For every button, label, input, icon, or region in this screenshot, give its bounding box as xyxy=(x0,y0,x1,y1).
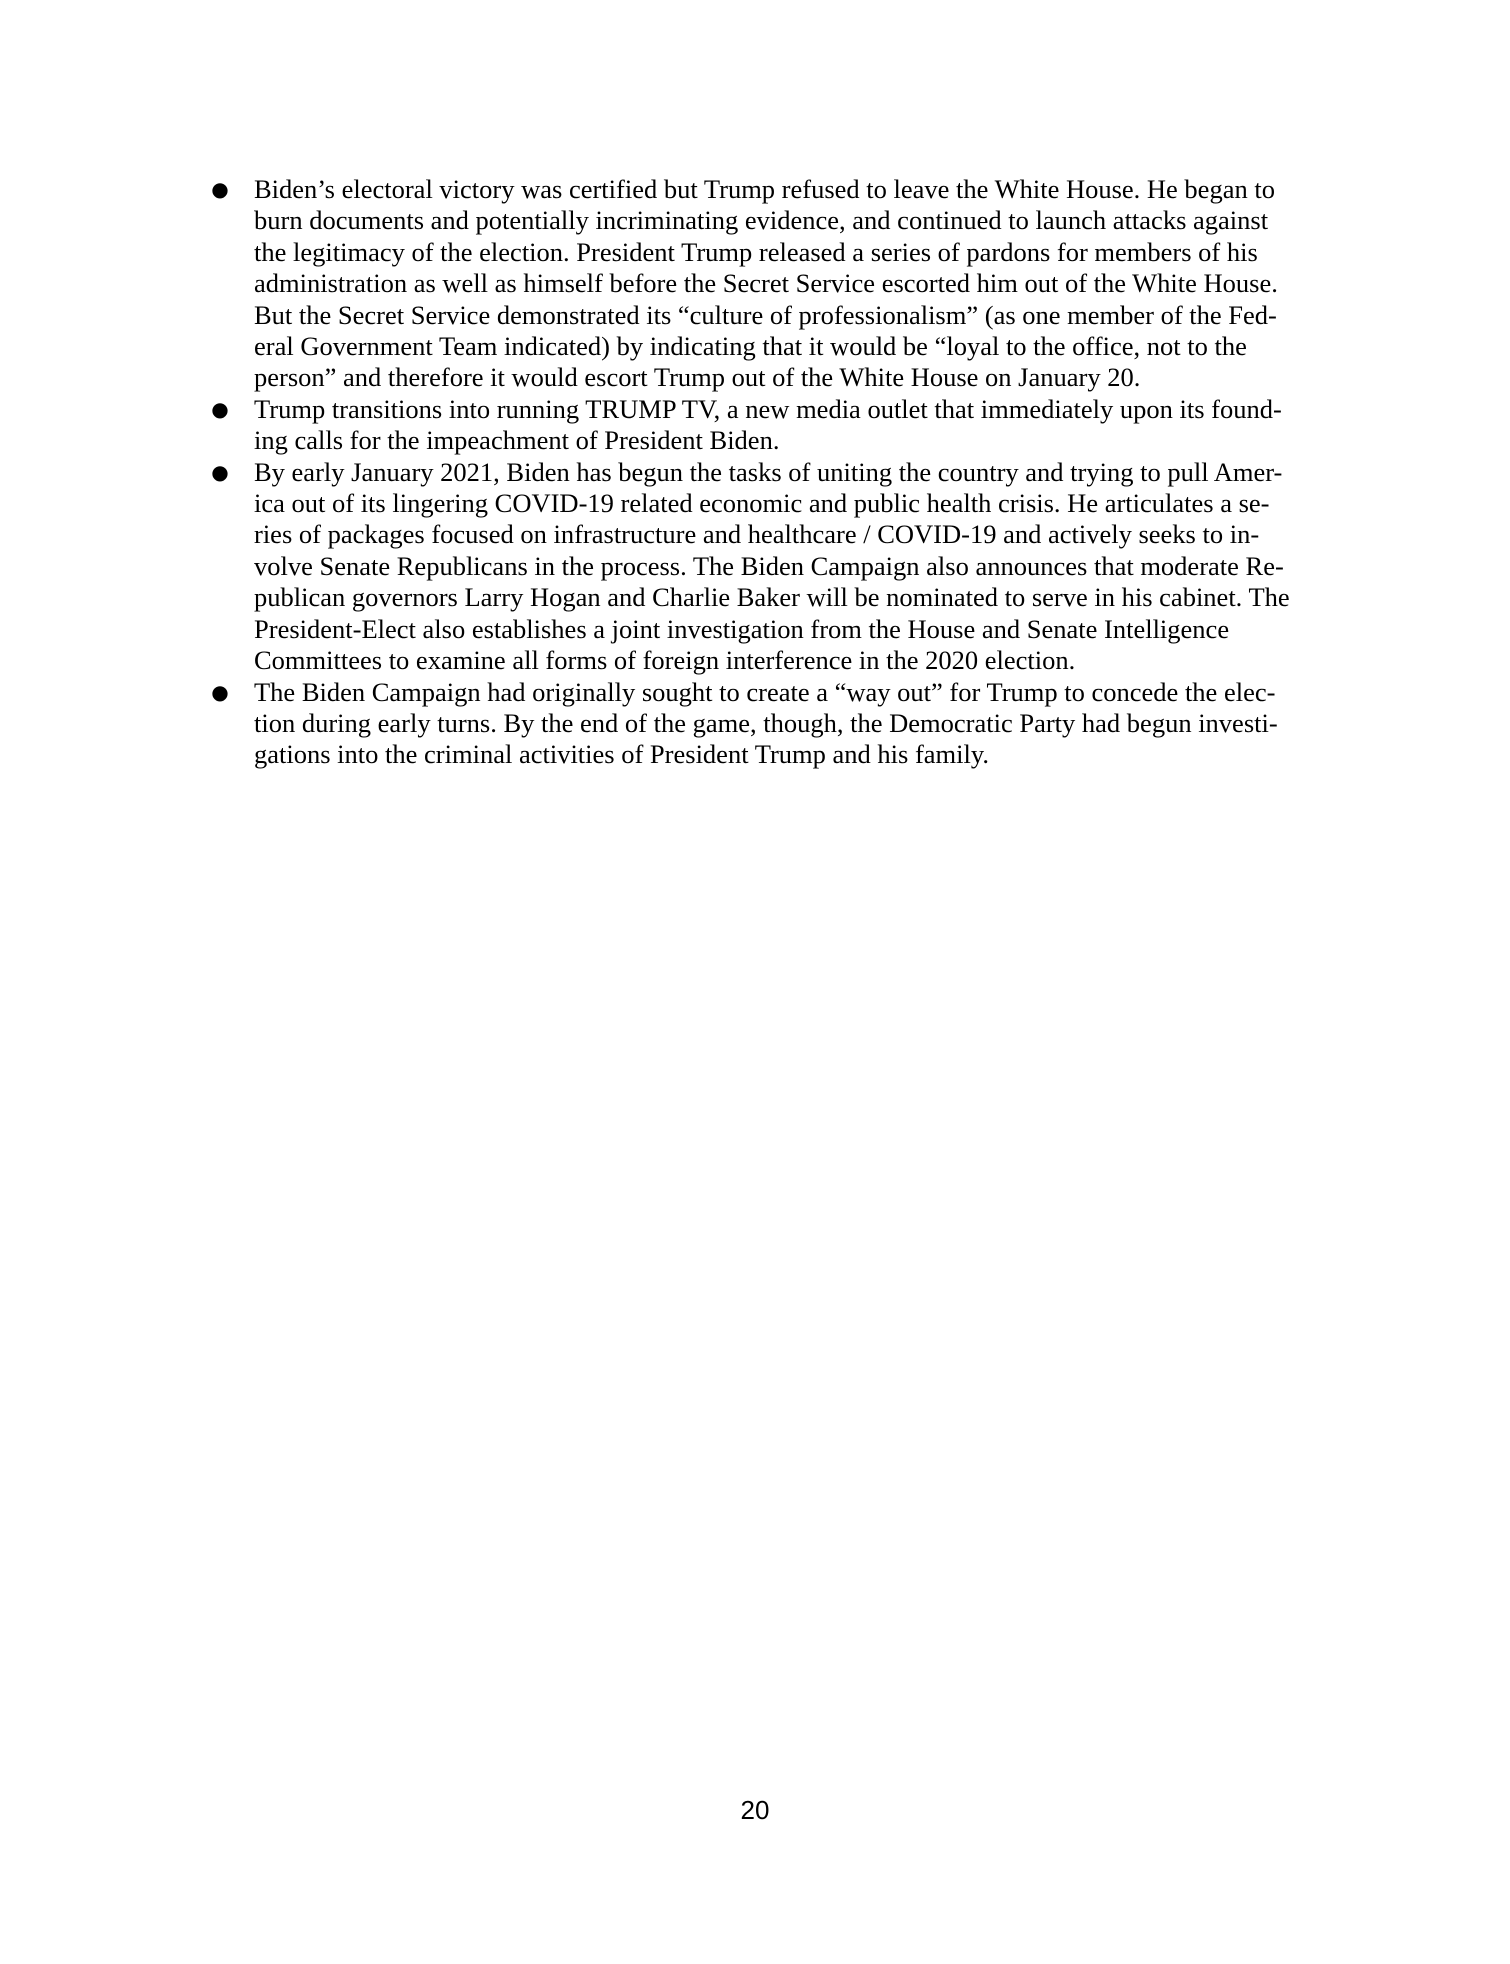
text-line: person” and therefore it would escort Trump out of the White House on January 20. xyxy=(254,362,1141,393)
text-line: Committees to examine all forms of foreign interference in the 2020 election. xyxy=(254,645,1076,676)
bullet-icon: ● xyxy=(211,396,229,421)
page-number: 20 xyxy=(740,1795,770,1825)
text-line: gations into the criminal activities of President Trump and his family. xyxy=(254,739,990,770)
text-line: tion during early turns. By the end of the game, though, the Democratic Party had begun investi- xyxy=(254,707,1278,738)
text-line: Trump transitions into running TRUMP TV, a new media outlet that immediately upon its found- xyxy=(254,393,1282,424)
text-line: ries of packages focused on infrastructure and healthcare / COVID-19 and actively seeks to in- xyxy=(254,519,1260,550)
bullet-text xyxy=(254,174,1326,394)
bullet-text xyxy=(254,394,1326,457)
text-line: publican governors Larry Hogan and Charlie Baker will be nominated to serve in his cabinet. The xyxy=(254,582,1290,613)
bullet-text xyxy=(254,457,1326,677)
bullet-icon: ● xyxy=(211,459,229,484)
bullet-icon: ● xyxy=(211,679,229,704)
bullet-item-4 xyxy=(206,677,1326,771)
text-line: eral Government Team indicated) by indicating that it would be “loyal to the office, not to the xyxy=(254,331,1247,362)
text-line: Biden’s electoral victory was certified but Trump refused to leave the White House. He began to xyxy=(254,174,1275,204)
text-line: burn documents and potentially incriminating evidence, and continued to launch attacks against xyxy=(254,205,1269,236)
bullet-item-3 xyxy=(206,457,1326,677)
bullet-item-1 xyxy=(206,174,1326,394)
text-line: By early January 2021, Biden has begun the tasks of uniting the country and trying to pull Amer- xyxy=(254,456,1283,487)
text-line: ing calls for the impeachment of President Biden. xyxy=(254,425,780,456)
bullet-text xyxy=(254,677,1326,771)
text-line: the legitimacy of the election. President Trump released a series of pardons for members of his xyxy=(254,236,1258,267)
bullet-item-2 xyxy=(206,394,1326,457)
text-line: But the Secret Service demonstrated its “culture of professionalism” (as one member of the Fed- xyxy=(254,299,1277,330)
bullet-icon: ● xyxy=(211,177,229,201)
text-line: The Biden Campaign had originally sought to create a “way out” for Trump to concede the elec- xyxy=(254,676,1276,707)
text-line: President-Elect also establishes a joint investigation from the House and Senate Intelligence xyxy=(254,613,1230,644)
text-line: ica out of its lingering COVID-19 related economic and public health crisis. He articulates a se- xyxy=(254,488,1270,519)
bullet-list xyxy=(206,174,1326,771)
text-line: administration as well as himself before the Secret Service escorted him out of the White House. xyxy=(254,268,1278,299)
text-line: volve Senate Republicans in the process. The Biden Campaign also announces that moderate Re- xyxy=(254,550,1284,581)
